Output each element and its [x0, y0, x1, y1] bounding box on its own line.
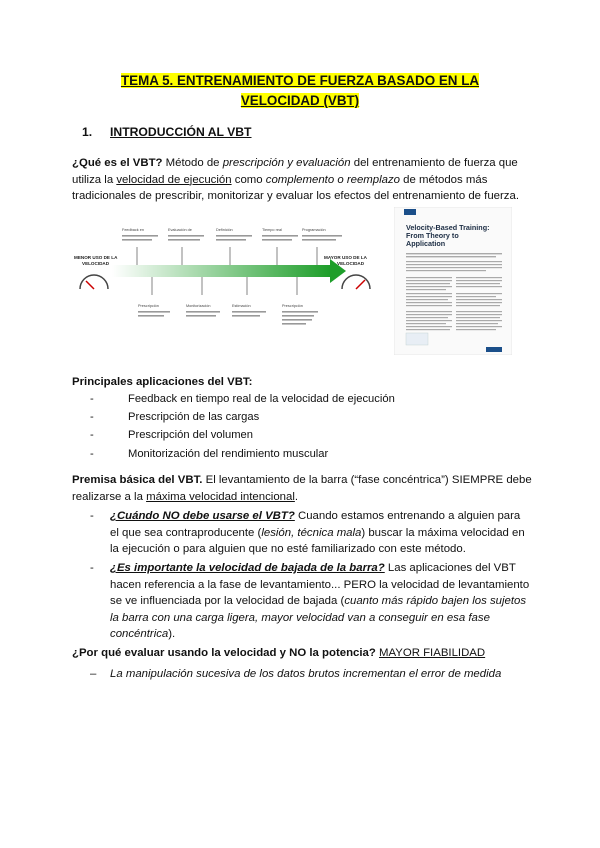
list-item: - Monitorización del rendimiento muscular: [90, 447, 329, 460]
apps-heading: Principales aplicaciones del VBT:: [72, 376, 253, 388]
continuum-bar: [112, 265, 330, 277]
top-note: Tiempo real: [262, 228, 282, 232]
qa-answer: Cuando estamos entrenando a alguien para el que sea contraproducente (: [110, 510, 521, 539]
right-label-1: MAYOR USO DE LA: [324, 255, 367, 260]
qa-answer: ) buscar la máxima velocidad en la ejecución o para alguien que no esté familiarizado con este método.: [110, 526, 525, 555]
top-note: Evaluación de: [168, 228, 192, 232]
document-title: [60, 71, 540, 111]
section-heading: [82, 124, 252, 141]
right-label-2: VELOCIDAD: [337, 261, 365, 266]
list-item-text: Feedback en tiempo real de la velocidad de ejecución: [128, 393, 395, 405]
bottom-note: Estimación: [232, 304, 251, 308]
why-paragraph: [72, 645, 532, 662]
top-note: Feedback en: [122, 228, 144, 232]
list-item: - Feedback en tiempo real de la velocidad de ejecución: [90, 393, 395, 405]
premise-text: El levantamiento de la barra (“fase concéntrica”) SIEMPRE debe realizarse a la: [72, 474, 532, 503]
qa-answer-italic: lesión, técnica mala: [261, 526, 362, 539]
why-bold: ¿Por qué evaluar usando la velocidad y NO la potencia?: [72, 647, 376, 659]
intro-text: como: [231, 173, 266, 186]
section-number: 1.: [82, 125, 93, 139]
bottom-note: Monitorización: [186, 304, 211, 308]
list-item: - Prescripción de las cargas: [90, 411, 260, 424]
apps-list: [90, 390, 530, 463]
left-label-2: VELOCIDAD: [82, 261, 110, 266]
gauge-right-icon: [342, 275, 370, 289]
list-item-text: Prescripción del volumen: [128, 429, 253, 442]
title-line-2: VELOCIDAD (VBT): [240, 93, 360, 108]
intro-paragraph: [72, 155, 532, 205]
qa-question: ¿Es importante la velocidad de bajada de la barra?: [110, 562, 385, 574]
premise-text: .: [294, 490, 299, 503]
intro-underline: velocidad de ejecución: [116, 173, 232, 186]
qa-answer-italic: cuanto más rápido bajen los sujetos la barra con una carga ligera, mayor velocidad van a conseguir en esa fase concéntrica: [110, 595, 527, 640]
top-note: Definición: [216, 228, 233, 232]
why-underline: MAYOR FIABILIDAD: [379, 647, 486, 659]
qa-item-2: - ¿Es importante la velocidad de bajada de la barra? Las aplicaciones del VBT hacen referencia a la fase de levantamiento... PERO la velocidad de levantamiento se ve influenciada por la velocidad de bajada (cuanto más rápido bajen los sujetos la barra con una carga ligera, mayor velocidad van a conseguir en esa fase concéntrica).: [90, 562, 530, 640]
premise-paragraph: [72, 472, 532, 505]
journal-logo-icon: [404, 209, 416, 215]
list-item-text: Prescripción de las cargas: [128, 411, 260, 424]
article-title-1: Velocity-Based Training:: [406, 223, 490, 232]
list-item-text: Monitorización del rendimiento muscular: [128, 447, 329, 460]
bottom-note: Prescripción: [138, 304, 159, 308]
qa-item-1: - ¿Cuándo NO debe usarse el VBT? Cuando estamos entrenando a alguien para el que sea contraproducente (lesión, técnica mala) buscar la máxima velocidad en la ejecución o para alguien que no esté familiarizado con este método.: [90, 510, 525, 555]
intro-text: Método de: [162, 157, 223, 169]
premise-underline: máxima velocidad intencional: [146, 490, 295, 503]
qa-answer: ).: [168, 628, 176, 640]
article-title-3: Application: [406, 239, 446, 248]
bottom-note: Prescripción: [282, 304, 303, 308]
left-label-1: MENOR USO DE LA: [74, 255, 118, 260]
intro-italic: prescripción y evaluación: [222, 157, 351, 169]
section-title: INTRODUCCIÓN AL VBT: [110, 125, 252, 139]
article-title-2: From Theory to: [406, 231, 459, 240]
premise-bold: Premisa básica del VBT.: [72, 474, 203, 486]
article-inset-figure: [406, 333, 428, 345]
why-item-text: La manipulación sucesiva de los datos brutos incrementan el error de medida: [110, 668, 502, 680]
qa-question: ¿Cuándo NO debe usarse el VBT?: [110, 510, 295, 522]
intro-question: ¿Qué es el VBT?: [72, 157, 163, 169]
why-item: – La manipulación sucesiva de los datos brutos incrementan el error de medida: [90, 668, 502, 680]
qa-answer: Las aplicaciones del VBT hacen referencia a la fase de levantamiento... PERO la velocidad de levantamiento se ve influenciada por la velocidad de bajada (: [110, 562, 530, 607]
intro-italic: complemento o reemplazo: [265, 173, 401, 186]
article-thumbnail: [394, 207, 512, 355]
list-item: - Prescripción del volumen: [90, 429, 253, 442]
vbt-continuum-figure: [72, 207, 382, 355]
intro-text: del entrenamiento de fuerza que utiliza la: [72, 157, 518, 186]
article-footer-mark: [486, 347, 502, 352]
top-note: Programación: [302, 228, 326, 232]
title-line-1: TEMA 5. ENTRENAMIENTO DE FUERZA BASADO EN LA: [120, 73, 480, 88]
intro-text: de métodos más tradicionales de prescribir, monitorizar y evaluar los efectos del entrenamiento de fuerza.: [72, 173, 519, 202]
figure-fine-print: [122, 235, 342, 325]
gauge-left-icon: [80, 275, 108, 289]
